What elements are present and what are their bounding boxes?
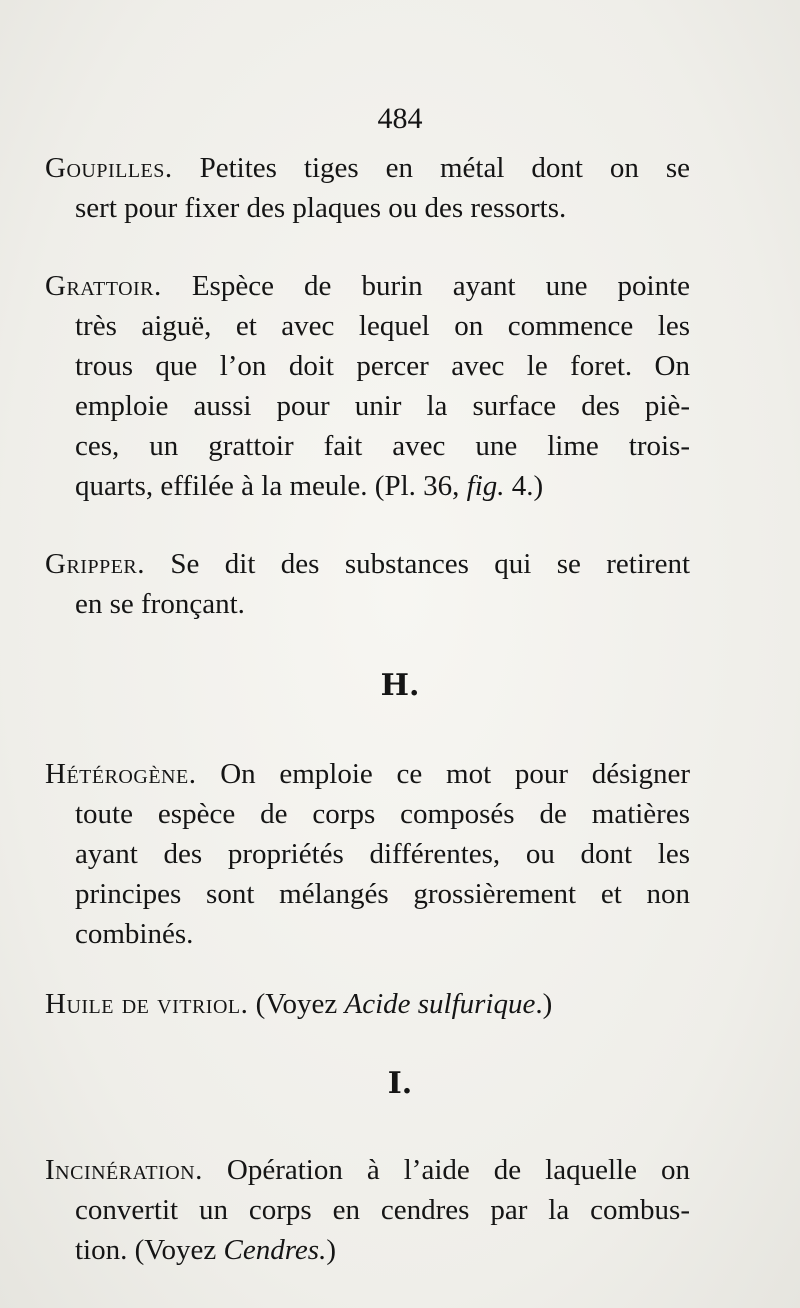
see-target: Cendres. bbox=[223, 1234, 327, 1266]
entry-text: ayant des propriétés différentes, ou dont les bbox=[75, 838, 690, 870]
entry-text: Petites tiges en métal dont on se bbox=[199, 152, 690, 184]
entry-text: principes sont mélangés grossièrement et non bbox=[75, 878, 690, 910]
entry-text: toute espèce de corps composés de matières bbox=[75, 798, 690, 830]
entry-gripper bbox=[45, 544, 690, 624]
figure-abbrev: fig. bbox=[466, 470, 505, 502]
entry-heterogene bbox=[45, 754, 690, 954]
entry-text: trous que l’on doit percer avec le foret. On bbox=[75, 350, 690, 382]
entry-text: combinés. bbox=[75, 918, 194, 950]
entry-text: convertit un corps en cendres par la combus- bbox=[75, 1194, 690, 1226]
entry-text: tion. (Voyez bbox=[75, 1234, 224, 1266]
entry-text: quarts, effilée à la meule. (Pl. 36, bbox=[75, 470, 467, 502]
entry-text: très aiguë, et avec lequel on commence les bbox=[75, 310, 690, 342]
entry-text: sert pour fixer des plaques ou des ressorts. bbox=[75, 192, 567, 224]
entry-text: On emploie ce mot pour désigner bbox=[220, 758, 691, 790]
entry-text: Se dit des substances qui se retirent bbox=[170, 548, 691, 580]
entry-headword: Hétérogène. bbox=[45, 758, 197, 790]
entry-text: 4.) bbox=[504, 470, 544, 502]
entry-text-see-ref bbox=[45, 1230, 690, 1270]
entry-text: en se fronçant. bbox=[75, 588, 245, 620]
entry-text-figure-ref bbox=[45, 466, 690, 506]
see-prefix: (Voyez bbox=[255, 988, 345, 1020]
entry-goupilles bbox=[45, 148, 690, 228]
see-target: Acide sulfurique bbox=[344, 988, 536, 1020]
entry-incineration bbox=[45, 1150, 690, 1270]
entry-headword: Gripper. bbox=[45, 548, 145, 580]
page-number: 484 bbox=[377, 102, 423, 135]
entry-headword: Grattoir. bbox=[45, 270, 162, 302]
entry-text: emploie aussi pour unir la surface des piè- bbox=[75, 390, 690, 422]
see-suffix: .) bbox=[535, 988, 553, 1020]
entry-text: Espèce de burin ayant une pointe bbox=[191, 270, 691, 302]
entry-huile-de-vitriol bbox=[45, 984, 690, 1024]
entry-headword: Incinération. bbox=[45, 1154, 203, 1186]
entry-headword: Goupilles. bbox=[45, 152, 173, 184]
entry-headword: Huile de vitriol. bbox=[45, 988, 249, 1020]
section-letter-i: I. bbox=[387, 1066, 413, 1101]
entry-text: ) bbox=[326, 1234, 336, 1266]
entry-text: Opération à l’aide de laquelle on bbox=[226, 1154, 690, 1186]
entry-grattoir bbox=[45, 266, 690, 506]
section-letter-h: H. bbox=[380, 668, 420, 703]
entry-text: ces, un grattoir fait avec une lime trois- bbox=[75, 430, 690, 462]
